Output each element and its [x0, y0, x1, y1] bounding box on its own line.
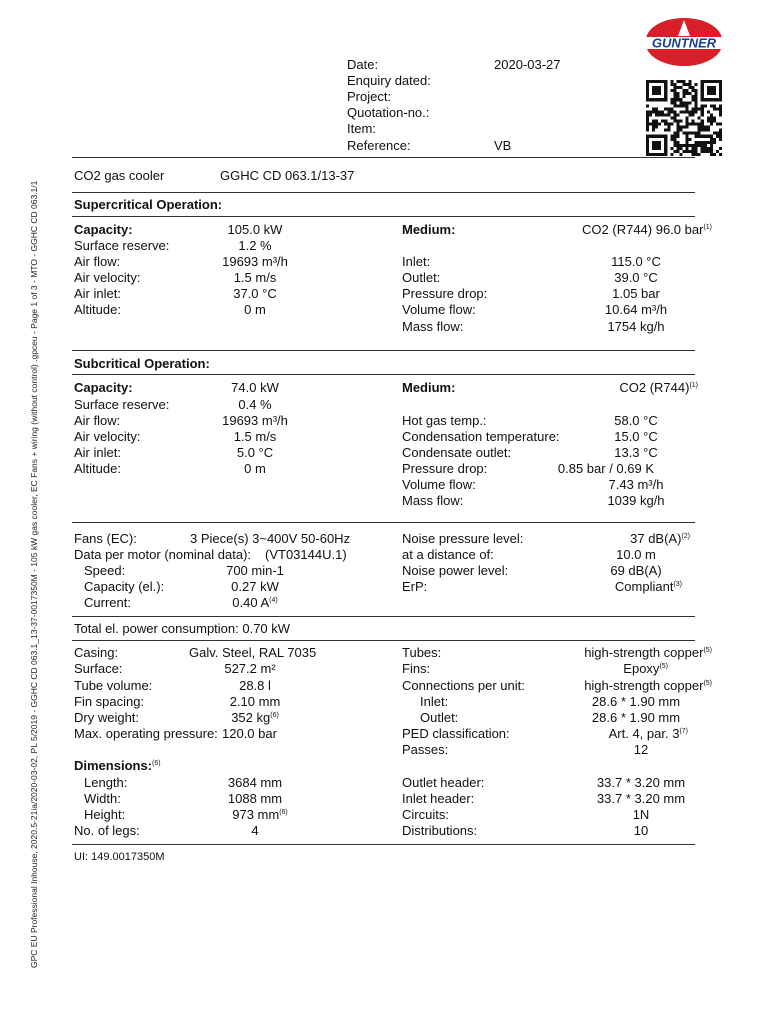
- divider: [72, 522, 695, 523]
- sc-label: Capacity:: [74, 222, 133, 237]
- fins-value: Epoxy$^{(5)}$: [623, 661, 668, 676]
- sub-label: Air inlet:: [74, 445, 121, 460]
- reference-label: Reference:: [347, 138, 411, 153]
- circuits-label: Circuits:: [402, 807, 449, 822]
- erp-value: Compliant$^{(3)}$: [614, 579, 682, 594]
- sub-value: 1039 kg/h: [607, 493, 665, 508]
- sub-value: 15.0 °C: [614, 429, 658, 444]
- height-label: Height:: [84, 807, 126, 822]
- sc-label: Surface reserve:: [74, 238, 170, 253]
- divider: [72, 844, 695, 845]
- distance-value: 10.0 m: [616, 547, 656, 562]
- sub-label: Altitude:: [74, 461, 121, 476]
- el-capacity-value: 0.27 kW: [231, 579, 279, 594]
- sc-value: 115.0 °C: [611, 254, 661, 269]
- inlet-header-label: Inlet header:: [402, 791, 475, 806]
- sc-label: Air flow:: [74, 254, 121, 269]
- sub-label: Air velocity:: [74, 429, 141, 444]
- speed-label: Speed:: [84, 563, 126, 578]
- sc-medium-value: CO2 (R744) 96.0 bar$^{(1)}$: [582, 222, 712, 237]
- ped-label: PED classification:: [402, 726, 510, 741]
- outlet-header-value: 33.7 * 3.20 mm: [596, 775, 686, 790]
- sc-value: 0 m: [244, 302, 266, 317]
- sub-value: 0.4 %: [238, 397, 272, 412]
- sub-label: Mass flow:: [402, 493, 464, 508]
- product-type: CO2 gas cooler: [74, 168, 165, 183]
- sc-label: Volume flow:: [402, 302, 476, 317]
- passes-value: 12: [633, 742, 649, 757]
- sc-value: 19693 m³/h: [222, 254, 288, 269]
- sub-value: 13.3 °C: [614, 445, 658, 460]
- width-value: 1088 mm: [227, 791, 283, 806]
- surface-value: 527.2 m²: [224, 661, 276, 676]
- sub-label: Hot gas temp.:: [402, 413, 487, 428]
- sub-label: Condensate outlet:: [402, 445, 512, 460]
- legs-label: No. of legs:: [74, 823, 140, 838]
- sub-label: Pressure drop:: [402, 461, 488, 476]
- divider: [72, 216, 695, 217]
- noise-value: 37 $dB(A)^{(2)}$: [630, 531, 690, 546]
- noise-label: Noise pressure level:: [402, 531, 524, 546]
- ped-value: Art. 4, par. 3$^{(7)}$: [608, 726, 688, 741]
- sc-label: Altitude:: [74, 302, 121, 317]
- sub-value: 7.43 m³/h: [608, 477, 664, 492]
- total-power: Total el. power consumption: 0.70 kW: [74, 621, 291, 636]
- height-value: 973 $mm^{(6)}$: [232, 807, 288, 822]
- date-label: Date:: [347, 57, 379, 72]
- product-model: GGHC CD 063.1/13-37: [220, 168, 355, 183]
- distributions-value: 10: [633, 823, 649, 838]
- el-capacity-label: Capacity (el.):: [84, 579, 165, 594]
- sub-value: 74.0 kW: [231, 380, 279, 395]
- current-value: 0.40 $A^{(4)}$: [232, 595, 278, 610]
- fans-label: Fans (EC):: [74, 531, 137, 546]
- tubes-label: Tubes:: [402, 645, 442, 660]
- distance-label: at a distance of:: [402, 547, 494, 562]
- max-pressure-label: Max. operating pressure:: [74, 726, 218, 741]
- sc-value: 37.0 °C: [233, 286, 277, 301]
- subcritical-title: Subcritical Operation:: [74, 356, 210, 371]
- date-value: 2020-03-27: [494, 57, 561, 72]
- sub-label: Air flow:: [74, 413, 121, 428]
- connections-label: Connections per unit:: [402, 678, 525, 693]
- sc-value: 10.64 m³/h: [604, 302, 668, 317]
- side-document-info: GPC EU Professional Inhouse, 2020.5-21ia/2020-03-02, PL 5/2019 - GGHC CD 063.1_13-37-0017350M - 105 kW gas cooler, EC Fans + wiring (without control) .gpceu - Page 1 of 3 - MTO - GGHC CD 063.1/1: [29, 180, 39, 968]
- svg-text:GÜNTNER: GÜNTNER: [651, 35, 717, 51]
- sub-value: 5.0 °C: [236, 445, 274, 460]
- dry-weight-value: 352 $kg^{(6)}$: [231, 710, 279, 725]
- outlet-header-label: Outlet header:: [402, 775, 485, 790]
- sc-value: 1.2 %: [238, 238, 272, 253]
- motor-label: Data per motor (nominal data):: [74, 547, 252, 562]
- sub-value: 58.0 °C: [614, 413, 658, 428]
- sub-medium-label: Medium:: [402, 380, 456, 395]
- fans-value: 3 Piece(s) 3~400V 50-60Hz: [190, 531, 351, 546]
- qr-code: [644, 80, 724, 156]
- dimensions-title: Dimensions:$^{(6)}$: [74, 758, 161, 773]
- sub-label: Condensation temperature:: [402, 429, 560, 444]
- distributions-label: Distributions:: [402, 823, 478, 838]
- dry-weight-label: Dry weight:: [74, 710, 140, 725]
- inlet-value: 28.6 * 1.90 mm: [591, 694, 681, 709]
- guntner-logo: [636, 14, 732, 70]
- sub-label: Surface reserve:: [74, 397, 170, 412]
- item-label: Item:: [347, 121, 376, 136]
- sub-label: Capacity:: [74, 380, 133, 395]
- tubes-value: high-strength copper$^{(5)}$: [584, 645, 712, 660]
- outlet-label: Outlet:: [420, 710, 459, 725]
- inlet-label: Inlet:: [420, 694, 449, 709]
- sc-label: Mass flow:: [402, 319, 464, 334]
- speed-value: 700 min-1: [226, 563, 284, 578]
- outlet-value: 28.6 * 1.90 mm: [591, 710, 681, 725]
- sub-value: 0.85 bar / 0.69 K: [557, 461, 654, 476]
- sub-label: Volume flow:: [402, 477, 476, 492]
- passes-label: Passes:: [402, 742, 449, 757]
- surface-label: Surface:: [74, 661, 123, 676]
- casing-label: Casing:: [74, 645, 119, 660]
- divider: [72, 350, 695, 351]
- quotation-label: Quotation-no.:: [347, 105, 430, 120]
- fins-label: Fins:: [402, 661, 431, 676]
- length-value: 3684 mm: [227, 775, 283, 790]
- sub-medium-value: CO2 $(R744)^{(1)}$: [619, 380, 698, 395]
- length-label: Length:: [84, 775, 128, 790]
- divider: [72, 157, 695, 158]
- motor-value: (VT03144U.1): [265, 547, 347, 562]
- sub-value: 19693 m³/h: [222, 413, 288, 428]
- sc-label: Air velocity:: [74, 270, 141, 285]
- tube-volume-value: 28.8 l: [239, 678, 271, 693]
- sc-label: Air inlet:: [74, 286, 121, 301]
- sc-value: 1754 kg/h: [607, 319, 665, 334]
- erp-label: ErP:: [402, 579, 428, 594]
- sc-value: 1.5 m/s: [233, 270, 277, 285]
- width-label: Width:: [84, 791, 121, 806]
- project-label: Project:: [347, 89, 392, 104]
- legs-value: 4: [251, 823, 259, 838]
- divider: [72, 616, 695, 617]
- max-pressure-value: 120.0 bar: [222, 726, 277, 741]
- sc-label: Outlet:: [402, 270, 441, 285]
- divider: [72, 192, 695, 193]
- casing-value: Galv. Steel, RAL 7035: [189, 645, 317, 660]
- enquiry-label: Enquiry dated:: [347, 73, 431, 88]
- sc-label: Pressure drop:: [402, 286, 488, 301]
- sub-value: 1.5 m/s: [233, 429, 277, 444]
- fin-spacing-label: Fin spacing:: [74, 694, 145, 709]
- reference-value: VB: [494, 138, 512, 153]
- sc-medium-label: Medium:: [402, 222, 456, 237]
- tube-volume-label: Tube volume:: [74, 678, 153, 693]
- sc-value: 105.0 kW: [227, 222, 283, 237]
- connections-value: high-strength copper$^{(5)}$: [584, 678, 712, 693]
- divider: [72, 640, 695, 641]
- current-label: Current:: [84, 595, 131, 610]
- divider: [72, 374, 695, 375]
- inlet-header-value: 33.7 * 3.20 mm: [596, 791, 686, 806]
- sc-value: 1.05 bar: [612, 286, 660, 301]
- noise-power-label: Noise power level:: [402, 563, 509, 578]
- circuits-value: 1N: [632, 807, 650, 822]
- fin-spacing-value: 2.10 mm: [229, 694, 281, 709]
- noise-power-value: 69 dB(A): [610, 563, 662, 578]
- sc-label: Inlet:: [402, 254, 431, 269]
- sc-value: 39.0 °C: [614, 270, 658, 285]
- ui-number: UI: 149.0017350M: [74, 851, 165, 863]
- supercritical-title: Supercritical Operation:: [74, 197, 223, 212]
- sub-value: 0 m: [244, 461, 266, 476]
